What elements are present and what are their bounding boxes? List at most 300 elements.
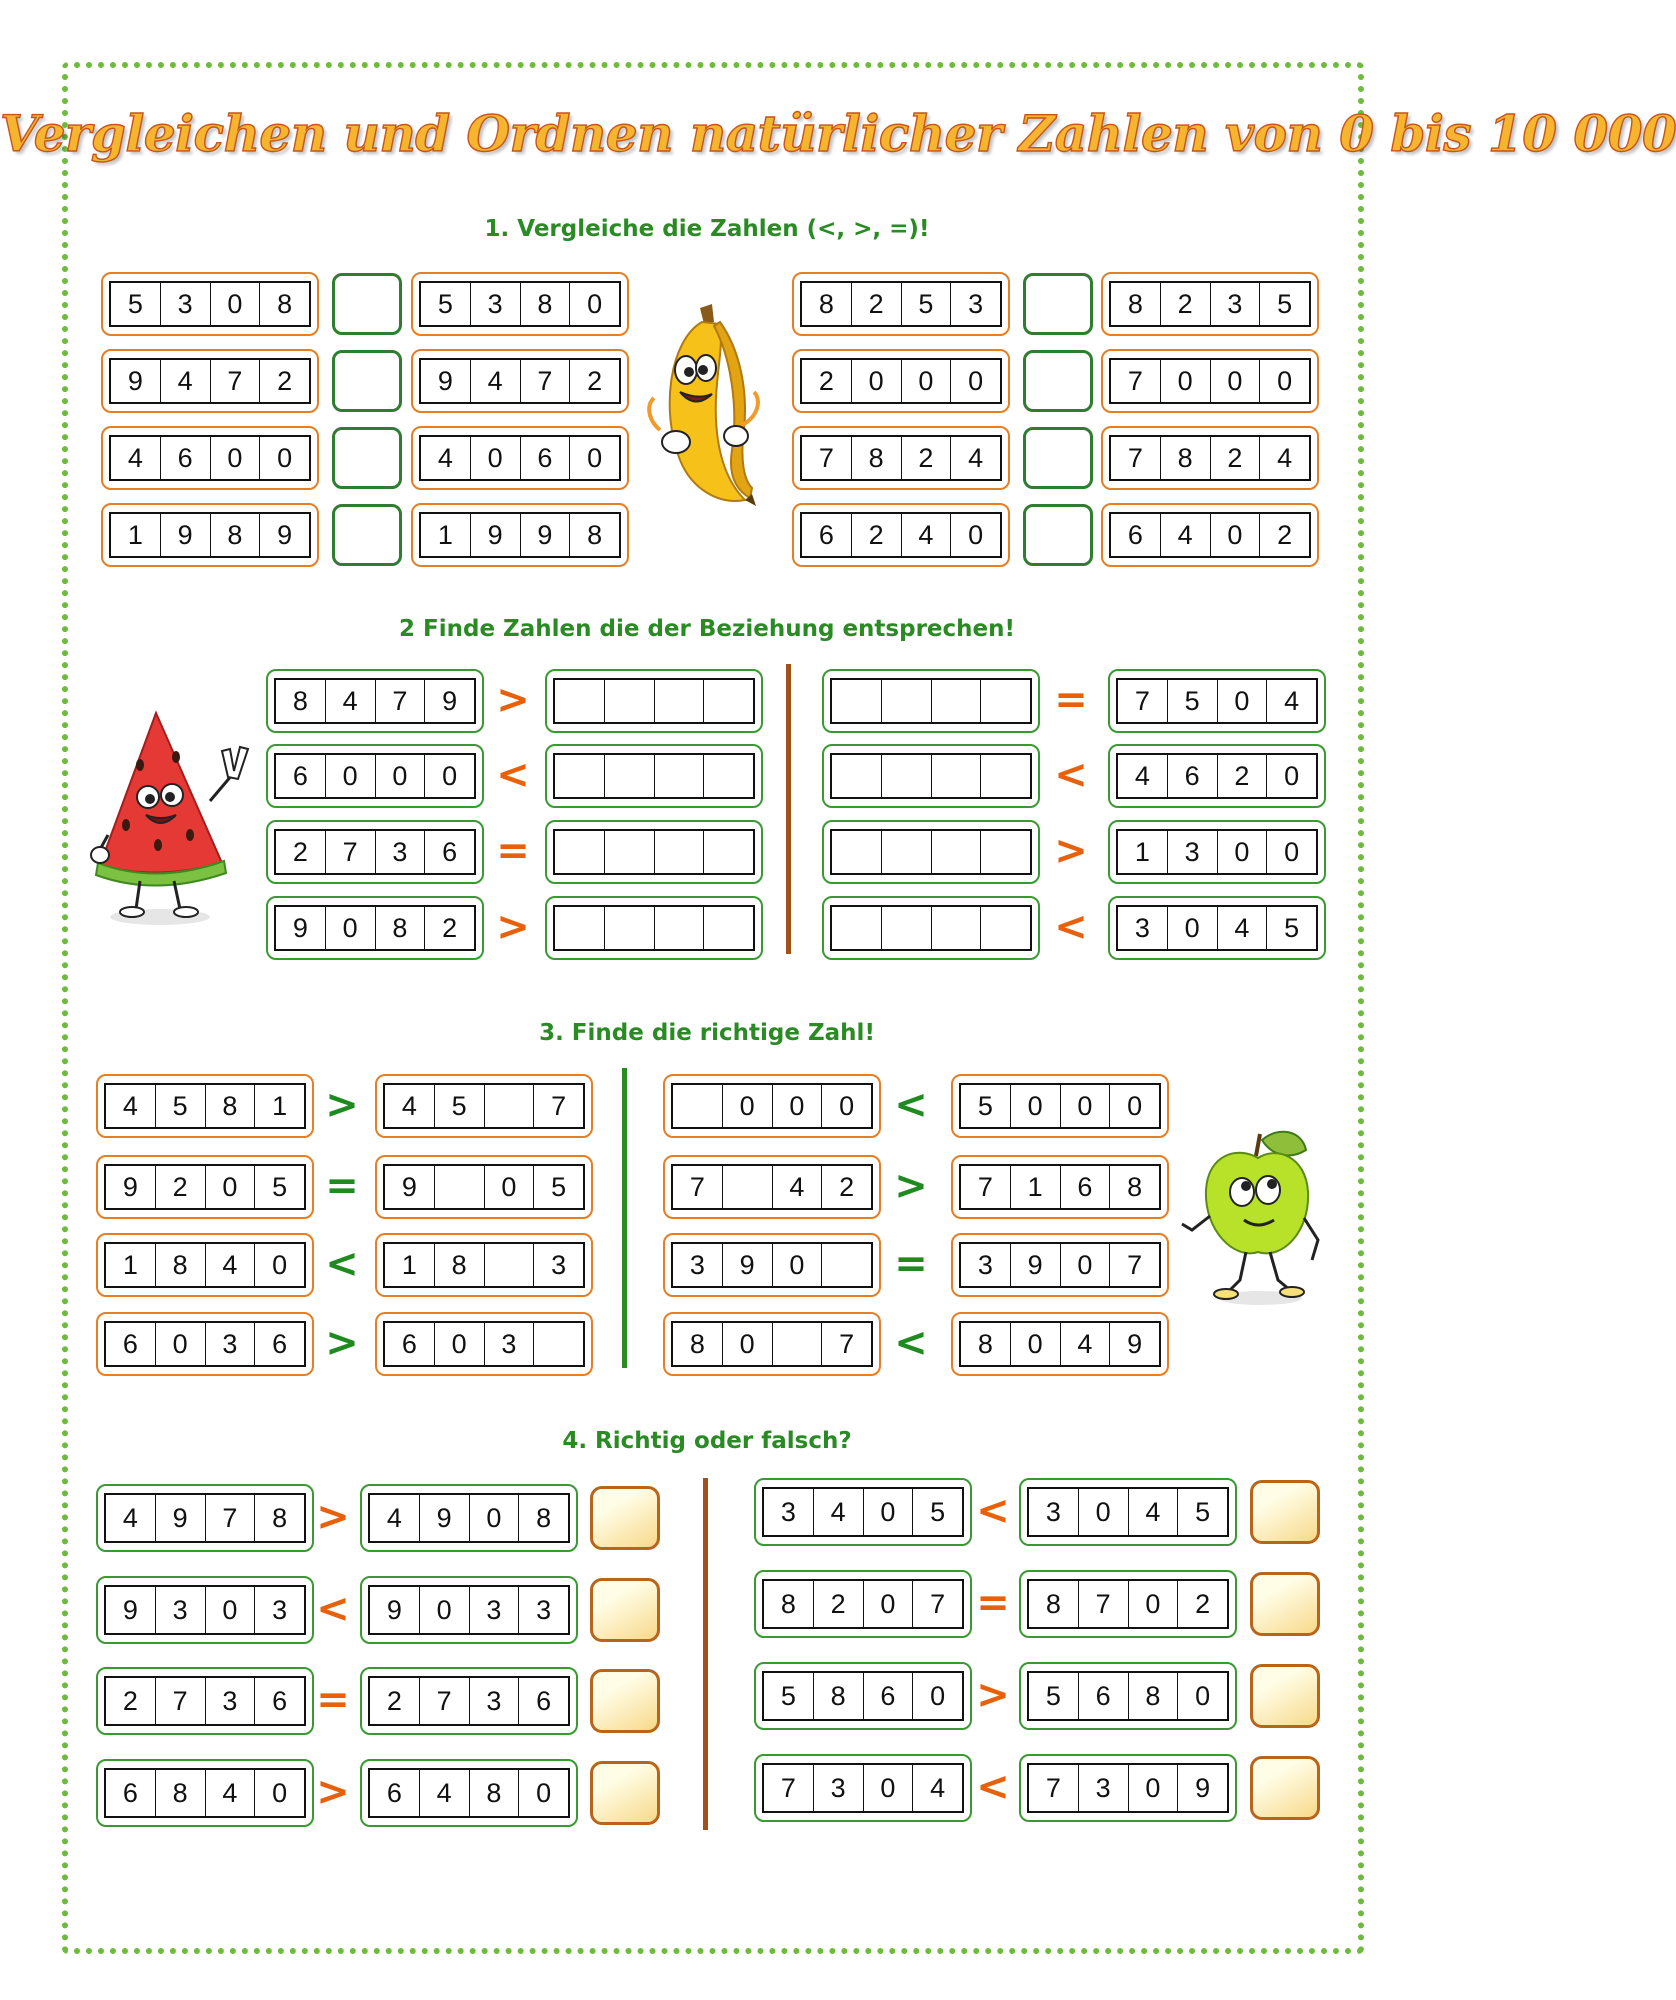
digit-cell: 4 <box>161 360 211 402</box>
number-box-given <box>1108 820 1326 884</box>
relation-symbol: < <box>1054 904 1088 950</box>
number-box-right-a <box>792 272 1010 336</box>
number-box-b <box>1019 1662 1237 1730</box>
digit-cell: 1 <box>272 1090 288 1121</box>
digit-cell: 5 <box>421 283 471 325</box>
digit-cell: 0 <box>470 1495 520 1541</box>
digit-cell: 7 <box>1118 680 1168 722</box>
digit-cell: 6 <box>1168 755 1218 797</box>
relation-symbol: < <box>894 1320 928 1366</box>
digit-cell: 5 <box>1277 288 1293 319</box>
digit-cell: 0 <box>1284 760 1300 791</box>
digit-cell: 9 <box>1127 1328 1143 1359</box>
digit-cell: 0 <box>1011 1323 1061 1365</box>
relation-symbol: < <box>894 1082 928 1128</box>
digit-cell: 2 <box>814 1581 864 1627</box>
digit-blank[interactable] <box>932 680 982 722</box>
digit-cell: 0 <box>968 519 984 550</box>
digit-blank[interactable] <box>822 1244 871 1286</box>
digit-cell: 9 <box>521 514 571 556</box>
digit-cell: 7 <box>326 831 376 873</box>
digit-grid <box>1116 905 1318 951</box>
relation-symbol: > <box>316 1769 350 1815</box>
number-box-left-a <box>101 349 319 413</box>
digit-cell: 3 <box>206 1678 256 1724</box>
true-false-box[interactable] <box>590 1761 660 1825</box>
digit-cell: 7 <box>930 1588 946 1619</box>
digit-cell: 3 <box>1168 831 1218 873</box>
answer-box[interactable] <box>332 350 402 412</box>
digit-blank[interactable] <box>655 680 705 722</box>
digit-cell: 0 <box>1284 836 1300 867</box>
digit-cell: 0 <box>902 360 952 402</box>
digit-grid <box>109 512 311 558</box>
relation-symbol: = <box>894 1241 928 1287</box>
digit-cell: 9 <box>385 1166 435 1208</box>
watermelon-character-icon <box>90 705 250 935</box>
digit-cell: 9 <box>106 1587 156 1633</box>
digit-grid <box>109 435 311 481</box>
digit-cell: 4 <box>814 1489 864 1535</box>
number-box-left-a <box>101 503 319 567</box>
number-box-right-b <box>1101 503 1319 567</box>
digit-blank[interactable] <box>655 831 705 873</box>
digit-cell: 1 <box>421 514 471 556</box>
digit-cell: 0 <box>852 360 902 402</box>
number-box-a <box>96 1155 314 1219</box>
digit-cell: 0 <box>1061 1085 1111 1127</box>
number-box-fill <box>545 744 763 808</box>
number-box-a <box>754 1478 972 1546</box>
answer-box[interactable] <box>1023 504 1093 566</box>
number-box-b <box>375 1312 593 1376</box>
digit-cell: 3 <box>764 1489 814 1535</box>
digit-cell: 9 <box>276 907 326 949</box>
digit-cell: 2 <box>442 912 458 943</box>
digit-cell: 2 <box>902 437 952 479</box>
number-box-a <box>96 1576 314 1644</box>
digit-cell: 5 <box>764 1673 814 1719</box>
section2-divider <box>786 664 791 954</box>
digit-blank[interactable] <box>435 1166 485 1208</box>
digit-blank[interactable] <box>981 755 1030 797</box>
digit-grid <box>830 905 1032 951</box>
digit-cell: 2 <box>1277 519 1293 550</box>
digit-cell: 2 <box>839 1171 855 1202</box>
digit-blank[interactable] <box>882 907 932 949</box>
digit-cell: 2 <box>277 365 293 396</box>
digit-cell: 5 <box>902 283 952 325</box>
number-box-right-b <box>1101 426 1319 490</box>
digit-blank[interactable] <box>704 831 753 873</box>
digit-blank[interactable] <box>882 755 932 797</box>
digit-cell: 7 <box>521 360 571 402</box>
digit-cell: 2 <box>852 283 902 325</box>
digit-cell: 0 <box>1161 360 1211 402</box>
number-box-b <box>951 1074 1169 1138</box>
digit-grid <box>274 678 476 724</box>
digit-cell: 4 <box>385 1085 435 1127</box>
digit-blank[interactable] <box>882 831 932 873</box>
digit-cell: 6 <box>106 1770 156 1816</box>
digit-grid <box>800 358 1002 404</box>
digit-blank[interactable] <box>485 1244 535 1286</box>
digit-cell: 0 <box>485 1166 535 1208</box>
digit-grid <box>419 435 621 481</box>
true-false-box[interactable] <box>1250 1480 1320 1544</box>
section4-heading: 4. Richtig oder falsch? <box>562 1428 852 1454</box>
relation-symbol: > <box>976 1672 1010 1718</box>
digit-cell: 8 <box>814 1673 864 1719</box>
digit-cell: 0 <box>326 907 376 949</box>
digit-cell: 0 <box>1195 1680 1211 1711</box>
apple-character-icon <box>1178 1120 1328 1310</box>
digit-cell: 3 <box>470 1587 520 1633</box>
digit-cell: 9 <box>156 1495 206 1541</box>
digit-cell: 2 <box>370 1678 420 1724</box>
digit-cell: 8 <box>376 907 426 949</box>
digit-blank[interactable] <box>655 755 705 797</box>
digit-cell: 4 <box>1284 685 1300 716</box>
digit-grid <box>104 1083 306 1129</box>
digit-blank[interactable] <box>832 680 882 722</box>
digit-cell: 3 <box>1118 907 1168 949</box>
digit-blank[interactable] <box>534 1323 583 1365</box>
digit-cell: 0 <box>864 1489 914 1535</box>
digit-cell: 9 <box>370 1587 420 1633</box>
digit-blank[interactable] <box>932 907 982 949</box>
digit-blank[interactable] <box>932 755 982 797</box>
answer-box[interactable] <box>1023 273 1093 335</box>
digit-cell: 3 <box>272 1594 288 1625</box>
answer-box[interactable] <box>1023 427 1093 489</box>
digit-blank[interactable] <box>704 755 753 797</box>
digit-cell: 0 <box>1211 514 1261 556</box>
digit-cell: 0 <box>420 1587 470 1633</box>
digit-cell: 4 <box>111 437 161 479</box>
digit-cell: 0 <box>272 1777 288 1808</box>
number-box-given <box>266 896 484 960</box>
number-box-a <box>754 1570 972 1638</box>
digit-cell: 7 <box>1111 360 1161 402</box>
true-false-box[interactable] <box>590 1578 660 1642</box>
digit-cell: 8 <box>1029 1581 1079 1627</box>
digit-blank[interactable] <box>723 1166 773 1208</box>
digit-cell: 6 <box>272 1685 288 1716</box>
relation-symbol: < <box>325 1241 359 1287</box>
number-box-right-a <box>792 503 1010 567</box>
section3-heading: 3. Finde die richtige Zahl! <box>539 1020 875 1046</box>
relation-symbol: < <box>316 1586 350 1632</box>
digit-cell: 0 <box>587 288 603 319</box>
digit-grid <box>1027 1763 1229 1813</box>
digit-grid <box>553 678 755 724</box>
digit-blank[interactable] <box>605 831 655 873</box>
digit-cell: 2 <box>1161 283 1211 325</box>
relation-symbol: < <box>1054 752 1088 798</box>
digit-cell: 0 <box>773 1085 823 1127</box>
digit-cell: 0 <box>1079 1489 1129 1535</box>
digit-cell: 7 <box>551 1090 567 1121</box>
answer-box[interactable] <box>1023 350 1093 412</box>
number-box-a <box>96 1667 314 1735</box>
digit-blank[interactable] <box>773 1323 823 1365</box>
number-box-left-b <box>411 503 629 567</box>
relation-symbol: = <box>316 1677 350 1723</box>
digit-cell: 0 <box>1129 1581 1179 1627</box>
digit-cell: 2 <box>276 831 326 873</box>
digit-grid <box>109 358 311 404</box>
digit-cell: 4 <box>1277 442 1293 473</box>
digit-cell: 0 <box>376 755 426 797</box>
digit-cell: 0 <box>930 1680 946 1711</box>
digit-cell: 9 <box>421 360 471 402</box>
digit-blank[interactable] <box>981 831 1030 873</box>
digit-cell: 8 <box>1161 437 1211 479</box>
digit-cell: 7 <box>764 1765 814 1811</box>
digit-cell: 9 <box>1195 1772 1211 1803</box>
digit-grid <box>762 1763 964 1813</box>
digit-grid <box>104 1585 306 1635</box>
number-box-b <box>951 1233 1169 1297</box>
digit-cell: 0 <box>1011 1085 1061 1127</box>
number-box-given <box>266 669 484 733</box>
digit-blank[interactable] <box>555 831 605 873</box>
true-false-box[interactable] <box>590 1486 660 1550</box>
digit-cell: 0 <box>723 1323 773 1365</box>
digit-grid <box>959 1321 1161 1367</box>
number-box-given <box>1108 744 1326 808</box>
digit-blank[interactable] <box>932 831 982 873</box>
digit-cell: 8 <box>470 1770 520 1816</box>
true-false-box[interactable] <box>1250 1572 1320 1636</box>
digit-blank[interactable] <box>704 907 753 949</box>
banana-character-icon <box>640 300 775 515</box>
digit-grid <box>959 1242 1161 1288</box>
digit-blank[interactable] <box>704 680 753 722</box>
section3-divider <box>622 1068 627 1368</box>
digit-blank[interactable] <box>981 680 1030 722</box>
digit-grid <box>104 1164 306 1210</box>
digit-cell: 3 <box>536 1594 552 1625</box>
digit-cell: 0 <box>864 1581 914 1627</box>
digit-cell: 7 <box>156 1678 206 1724</box>
digit-blank[interactable] <box>485 1085 535 1127</box>
digit-grid <box>830 829 1032 875</box>
answer-box[interactable] <box>332 504 402 566</box>
digit-cell: 7 <box>206 1495 256 1541</box>
digit-blank[interactable] <box>832 831 882 873</box>
number-box-left-a <box>101 426 319 490</box>
digit-blank[interactable] <box>605 680 655 722</box>
digit-cell: 6 <box>1061 1166 1111 1208</box>
digit-grid <box>800 512 1002 558</box>
answer-box[interactable] <box>332 273 402 335</box>
digit-cell: 8 <box>673 1323 723 1365</box>
number-box-right-a <box>792 426 1010 490</box>
digit-cell: 3 <box>485 1323 535 1365</box>
digit-grid <box>800 281 1002 327</box>
digit-cell: 9 <box>111 360 161 402</box>
digit-grid <box>368 1493 570 1543</box>
number-box-a <box>96 1074 314 1138</box>
digit-cell: 8 <box>1127 1171 1143 1202</box>
digit-cell: 0 <box>968 365 984 396</box>
digit-cell: 1 <box>106 1244 156 1286</box>
relation-symbol: = <box>976 1580 1010 1626</box>
digit-grid <box>671 1083 873 1129</box>
digit-grid <box>383 1321 585 1367</box>
digit-grid <box>1027 1579 1229 1629</box>
relation-symbol: > <box>316 1494 350 1540</box>
digit-grid <box>1116 678 1318 724</box>
digit-cell: 6 <box>106 1323 156 1365</box>
digit-cell: 6 <box>864 1673 914 1719</box>
digit-cell: 0 <box>1168 907 1218 949</box>
digit-blank[interactable] <box>673 1085 723 1127</box>
digit-cell: 4 <box>968 442 984 473</box>
digit-cell: 3 <box>206 1323 256 1365</box>
digit-cell: 8 <box>536 1502 552 1533</box>
number-box-b <box>360 1484 578 1552</box>
digit-cell: 3 <box>470 1678 520 1724</box>
digit-grid <box>104 1768 306 1818</box>
digit-cell: 3 <box>156 1587 206 1633</box>
number-box-b <box>1019 1570 1237 1638</box>
digit-grid <box>383 1083 585 1129</box>
section4-divider <box>703 1478 708 1830</box>
digit-cell: 3 <box>968 288 984 319</box>
digit-grid <box>1027 1487 1229 1537</box>
digit-blank[interactable] <box>655 907 705 949</box>
digit-cell: 8 <box>1129 1673 1179 1719</box>
digit-cell: 6 <box>385 1323 435 1365</box>
digit-grid <box>553 753 755 799</box>
number-box-fill <box>822 896 1040 960</box>
digit-cell: 9 <box>442 685 458 716</box>
digit-blank[interactable] <box>605 755 655 797</box>
digit-blank[interactable] <box>832 907 882 949</box>
digit-grid <box>762 1671 964 1721</box>
digit-cell: 6 <box>370 1770 420 1816</box>
digit-grid <box>419 358 621 404</box>
digit-grid <box>104 1676 306 1726</box>
digit-cell: 2 <box>156 1166 206 1208</box>
number-box-a <box>663 1312 881 1376</box>
digit-cell: 8 <box>961 1323 1011 1365</box>
digit-cell: 2 <box>802 360 852 402</box>
section2-heading: 2 Finde Zahlen die der Beziehung entsprechen! <box>399 616 1015 642</box>
digit-cell: 8 <box>276 680 326 722</box>
relation-symbol: > <box>894 1163 928 1209</box>
digit-grid <box>830 753 1032 799</box>
digit-grid <box>368 1585 570 1635</box>
number-box-a <box>96 1312 314 1376</box>
digit-cell: 4 <box>1161 514 1211 556</box>
relation-symbol: > <box>1054 828 1088 874</box>
digit-blank[interactable] <box>555 755 605 797</box>
digit-cell: 4 <box>471 360 521 402</box>
digit-grid <box>104 1493 306 1543</box>
digit-cell: 6 <box>272 1328 288 1359</box>
digit-blank[interactable] <box>555 907 605 949</box>
digit-blank[interactable] <box>832 755 882 797</box>
digit-cell: 0 <box>211 437 261 479</box>
digit-grid <box>1109 281 1311 327</box>
digit-cell: 9 <box>1011 1244 1061 1286</box>
relation-symbol: > <box>496 677 530 723</box>
digit-cell: 4 <box>326 680 376 722</box>
number-box-b <box>1019 1754 1237 1822</box>
digit-cell: 4 <box>420 1770 470 1816</box>
digit-blank[interactable] <box>555 680 605 722</box>
digit-cell: 4 <box>421 437 471 479</box>
true-false-box[interactable] <box>590 1669 660 1733</box>
digit-cell: 6 <box>276 755 326 797</box>
true-false-box[interactable] <box>1250 1664 1320 1728</box>
digit-cell: 6 <box>521 437 571 479</box>
digit-cell: 2 <box>1195 1588 1211 1619</box>
relation-symbol: < <box>496 752 530 798</box>
digit-cell: 2 <box>1218 755 1268 797</box>
number-box-b <box>360 1759 578 1827</box>
digit-cell: 6 <box>1111 514 1161 556</box>
digit-grid <box>368 1768 570 1818</box>
digit-blank[interactable] <box>981 907 1030 949</box>
number-box-b <box>375 1074 593 1138</box>
digit-grid <box>274 905 476 951</box>
number-box-left-b <box>411 426 629 490</box>
number-box-a <box>754 1662 972 1730</box>
digit-cell: 3 <box>471 283 521 325</box>
digit-cell: 1 <box>111 514 161 556</box>
true-false-box[interactable] <box>1250 1756 1320 1820</box>
digit-cell: 3 <box>1079 1765 1129 1811</box>
digit-cell: 0 <box>1127 1090 1143 1121</box>
digit-grid <box>1116 753 1318 799</box>
digit-cell: 8 <box>277 288 293 319</box>
digit-cell: 5 <box>930 1496 946 1527</box>
digit-cell: 0 <box>206 1587 256 1633</box>
digit-cell: 9 <box>420 1495 470 1541</box>
number-box-right-a <box>792 349 1010 413</box>
digit-cell: 4 <box>1061 1323 1111 1365</box>
digit-cell: 8 <box>764 1581 814 1627</box>
digit-cell: 5 <box>435 1085 485 1127</box>
digit-cell: 8 <box>802 283 852 325</box>
digit-blank[interactable] <box>605 907 655 949</box>
relation-symbol: < <box>976 1764 1010 1810</box>
digit-cell: 7 <box>673 1166 723 1208</box>
digit-cell: 0 <box>442 760 458 791</box>
digit-cell: 5 <box>1029 1673 1079 1719</box>
digit-cell: 3 <box>551 1249 567 1280</box>
digit-cell: 0 <box>1277 365 1293 396</box>
digit-grid <box>671 1321 873 1367</box>
digit-cell: 0 <box>211 283 261 325</box>
relation-symbol: = <box>496 828 530 874</box>
digit-grid <box>104 1321 306 1367</box>
digit-cell: 3 <box>1029 1489 1079 1535</box>
number-box-given <box>1108 669 1326 733</box>
answer-box[interactable] <box>332 427 402 489</box>
digit-cell: 5 <box>1195 1496 1211 1527</box>
digit-cell: 3 <box>961 1244 1011 1286</box>
digit-cell: 5 <box>551 1171 567 1202</box>
digit-cell: 5 <box>961 1085 1011 1127</box>
digit-blank[interactable] <box>882 680 932 722</box>
digit-cell: 1 <box>1118 831 1168 873</box>
